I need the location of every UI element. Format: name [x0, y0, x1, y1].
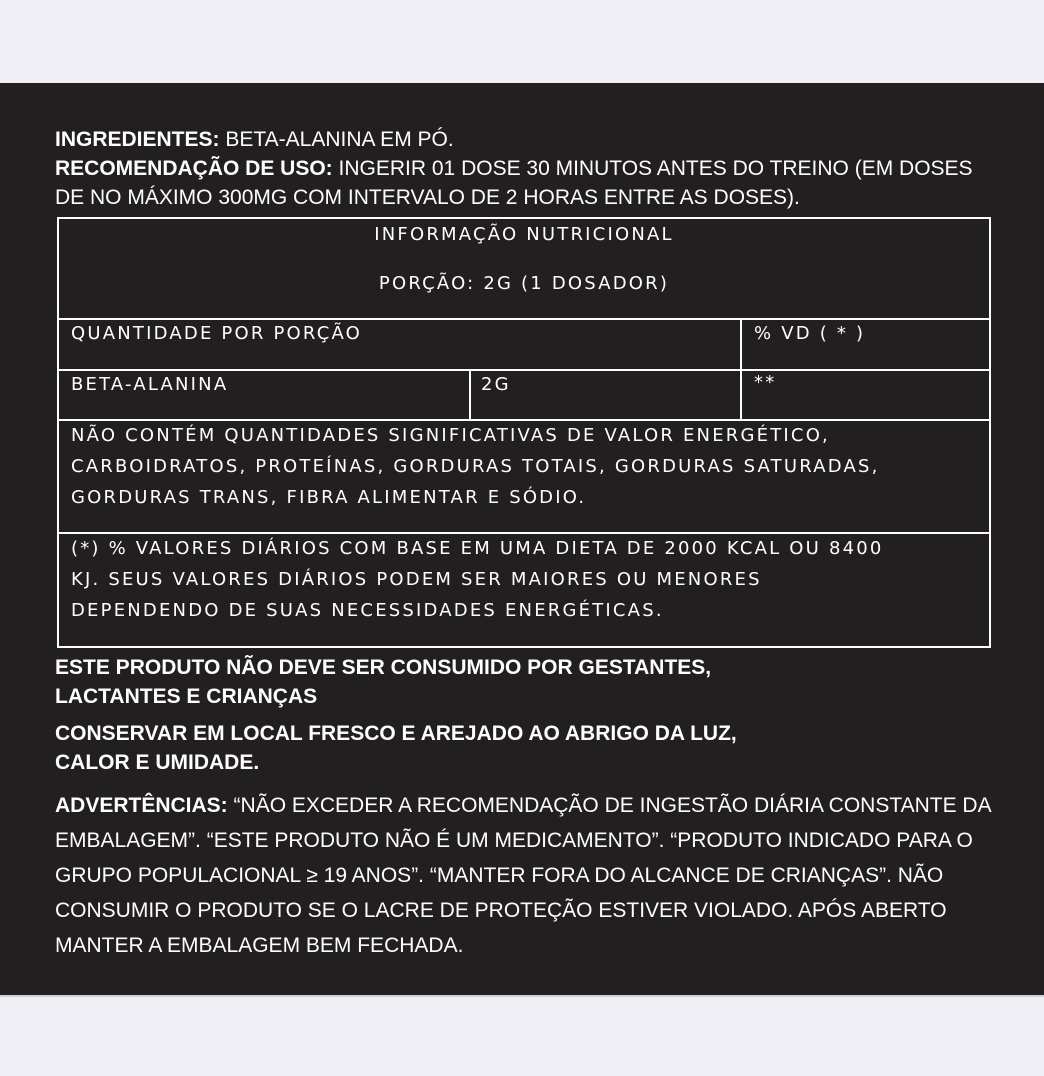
ingredients-line: [55, 125, 995, 154]
note-line: GORDURAS TRANS, FIBRA ALIMENTAR E SÓDIO.: [71, 487, 587, 508]
header-vd: % VD ( * ): [754, 323, 866, 344]
nutrition-table: [57, 217, 991, 648]
table-divider: [469, 370, 471, 420]
label-panel: [0, 83, 1044, 997]
warnings-text: “NÃO EXCEDER A RECOMENDAÇÃO DE INGESTÃO DIÁRIA CONSTANTE DA EMBALAGEM”. “ESTE PRODUTO NÃO É UM MEDICAMENTO”. “PRODUTO INDICADO PARA O GRUPO POPULACIONAL ≥ 19 ANOS”. “MANTER FORA DO ALCANCE DE CRIANÇAS”. NÃO CONSUMIR O PRODUTO SE O LACRE DE PROTEÇÃO ESTIVER VIOLADO. APÓS ABERTO MANTER A EMBALAGEM BEM FECHADA.: [55, 794, 991, 957]
not-for-notice: ESTE PRODUTO NÃO DEVE SER CONSUMIDO POR GESTANTES, LACTANTES E CRIANÇAS: [55, 656, 712, 708]
ingredients-text: BETA-ALANINA EM PÓ.: [225, 128, 454, 151]
row-nutrient-vd: **: [754, 372, 777, 393]
intro-section: [55, 125, 995, 212]
warnings-section: [55, 788, 1015, 963]
table-divider: [59, 419, 989, 421]
storage-notice: CONSERVAR EM LOCAL FRESCO E AREJADO AO ABRIGO DA LUZ, CALOR E UMIDADE.: [55, 722, 737, 774]
nutrition-title: INFORMAÇÃO NUTRICIONAL: [374, 224, 674, 245]
footnote-line: DEPENDENDO DE SUAS NECESSIDADES ENERGÉTICAS.: [71, 600, 664, 621]
row-nutrient-name: BETA-ALANINA: [71, 374, 229, 395]
usage-label: RECOMENDAÇÃO DE USO:: [55, 157, 333, 180]
row-nutrient-amount: 2G: [481, 374, 511, 395]
table-divider: [59, 318, 989, 320]
footnote-line: (*) % VALORES DIÁRIOS COM BASE EM UMA DIETA DE 2000 KCAL OU 8400: [71, 538, 884, 559]
note-line: CARBOIDRATOS, PROTEÍNAS, GORDURAS TOTAIS, GORDURAS SATURADAS,: [71, 456, 880, 477]
table-divider: [59, 532, 989, 534]
serving-size: PORÇÃO: 2G (1 DOSADOR): [378, 273, 670, 294]
footnote-line: KJ. SEUS VALORES DIÁRIOS PODEM SER MAIORES OU MENORES: [71, 569, 762, 590]
note-line: NÃO CONTÉM QUANTIDADES SIGNIFICATIVAS DE VALOR ENERGÉTICO,: [71, 425, 830, 446]
warnings-label: ADVERTÊNCIAS:: [55, 794, 228, 817]
table-divider: [59, 369, 989, 371]
header-quantity: QUANTIDADE POR PORÇÃO: [71, 323, 363, 344]
usage-text: INGERIR 01 DOSE 30 MINUTOS ANTES DO TREINO (EM DOSES DE NO MÁXIMO 300MG COM INTERVALO DE 2 HORAS ENTRE AS DOSES).: [55, 157, 973, 209]
notices-section: [55, 653, 1015, 785]
ingredients-label: INGREDIENTES:: [55, 128, 220, 151]
usage-line: [55, 154, 995, 212]
